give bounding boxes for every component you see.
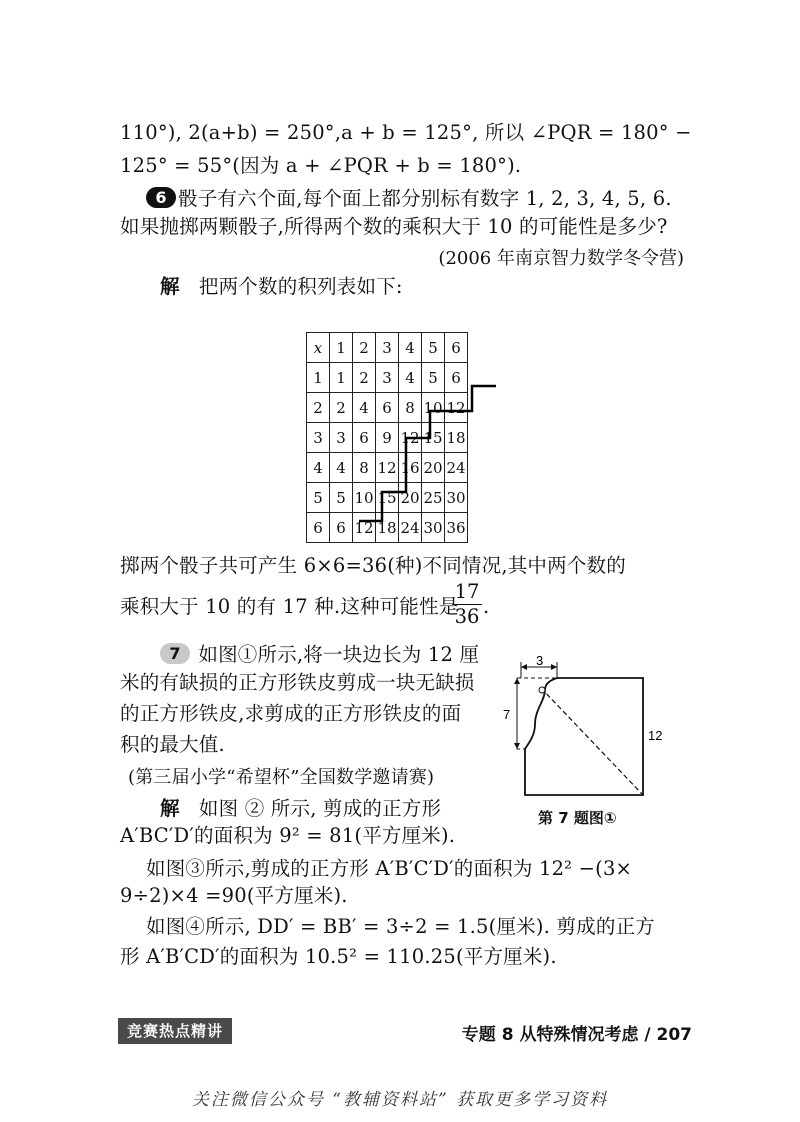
problem-7-badge: 7: [160, 643, 190, 664]
table-cell: 2: [353, 333, 376, 363]
text-line-2: 125° = 55°(因为 a + ∠PQR + b = 180°).: [120, 154, 522, 177]
table-cell: 2: [330, 393, 353, 423]
table-cell: 3: [330, 423, 353, 453]
problem-6-badge: 6: [146, 187, 176, 208]
problem-7-source: (第三届小学“希望杯”全国数学邀请赛): [128, 767, 435, 788]
table-cell: 36: [445, 513, 468, 543]
table-row: [307, 453, 468, 483]
text-line-1: 110°), 2(a+b) = 250°,a + b = 125°, 所以 ∠PQR = 180° −: [120, 121, 692, 144]
table-cell: 5: [422, 333, 445, 363]
table-cell: 4: [353, 393, 376, 423]
problem-7-line-3: 的正方形铁皮,求剪成的正方形铁皮的面: [120, 702, 462, 725]
solution-7-text: 如图 ② 所示, 剪成的正方形: [198, 797, 442, 820]
probability-fraction: [452, 580, 482, 629]
right-dimension-label: 12: [648, 728, 663, 743]
table-cell: 3: [376, 363, 399, 393]
table-cell: 18: [376, 513, 399, 543]
footer-series-badge: 竞赛热点精讲: [118, 1018, 232, 1044]
table-cell: 1: [330, 363, 353, 393]
table-cell: 9: [376, 423, 399, 453]
table-row: [307, 363, 468, 393]
table-cell: 4: [307, 453, 330, 483]
table-row: [307, 393, 468, 423]
table-cell: 5: [422, 363, 445, 393]
solution-7-line-5: 如图④所示, DD′ = BB′ = 3÷2 = 1.5(厘米). 剪成的正方: [146, 915, 655, 938]
problem-7-line-4: 积的最大值.: [120, 733, 225, 756]
table-row: [307, 423, 468, 453]
table-cell: 6: [445, 333, 468, 363]
table-cell: 5: [307, 483, 330, 513]
solution-6-text: 把两个数的积列表如下:: [198, 275, 403, 298]
solution-6-line: [160, 274, 403, 300]
problem-6-line-2: 如果抛掷两颗骰子,所得两个数的乘积大于 10 的可能性是多少?: [120, 215, 668, 238]
footer-chapter-page: 专题 8 从特殊情况考虑 / 207: [461, 1025, 692, 1045]
table-cell: 6: [376, 393, 399, 423]
table-cell: 12: [445, 393, 468, 423]
table-cell: 5: [330, 483, 353, 513]
table-cell: 10: [353, 483, 376, 513]
corner-point: [539, 687, 545, 693]
after-table-line-2: 乘积大于 10 的有 17 种.这种可能性是: [120, 595, 459, 618]
table-header-row: [307, 333, 468, 363]
left-dimension-label: 7: [503, 707, 511, 722]
problem-7-line-1: [160, 642, 479, 668]
table-cell: 18: [445, 423, 468, 453]
table-row: [307, 513, 468, 543]
table-cell: 6: [307, 513, 330, 543]
problem-7-text: 如图①所示,将一块边长为 12 厘: [198, 643, 480, 666]
table-cell: 3: [376, 333, 399, 363]
solution-7-line-4: 9÷2)×4 =90(平方厘米).: [120, 884, 348, 907]
solution-7-label: 解: [160, 797, 180, 820]
product-table: [306, 332, 468, 543]
table-cell: 12: [353, 513, 376, 543]
table-cell: 8: [399, 393, 422, 423]
problem-6-text: 骰子有六个面,每个面上都分别标有数字 1, 2, 3, 4, 5, 6.: [178, 187, 672, 210]
solution-7-line-3: 如图③所示,剪成的正方形 A′B′C′D′的面积为 12² −(3×: [146, 857, 633, 880]
table-cell: 4: [330, 453, 353, 483]
table-cell: 16: [399, 453, 422, 483]
table-cell: 4: [399, 333, 422, 363]
table-cell: 24: [445, 453, 468, 483]
table-cell: 10: [422, 393, 445, 423]
table-cell: 2: [307, 393, 330, 423]
figure-1: [495, 650, 695, 800]
problem-7-line-2: 米的有缺损的正方形铁皮剪成一块无缺损: [120, 671, 475, 694]
table-cell: 15: [376, 483, 399, 513]
table-cell: 6: [353, 423, 376, 453]
table-cell: 30: [422, 513, 445, 543]
table-cell: 30: [445, 483, 468, 513]
table-cell: x: [307, 333, 330, 363]
after-table-line-1: 掷两个骰子共可产生 6×6=36(种)不同情况,其中两个数的: [120, 554, 626, 577]
problem-6-source: (2006 年南京智力数学冬令营): [438, 248, 684, 269]
solution-7-line-1: [160, 796, 441, 822]
table-cell: 20: [422, 453, 445, 483]
solution-label: 解: [160, 275, 180, 298]
fraction-denominator: 36: [454, 605, 480, 628]
fraction-period: .: [483, 595, 490, 618]
table-cell: 1: [307, 363, 330, 393]
problem-6-line-1: [146, 186, 672, 212]
table-cell: 24: [399, 513, 422, 543]
table-cell: 3: [307, 423, 330, 453]
table-row: [307, 483, 468, 513]
table-cell: 12: [399, 423, 422, 453]
table-cell: 6: [445, 363, 468, 393]
table-cell: 6: [330, 513, 353, 543]
solution-7-line-6: 形 A′B′CD′的面积为 10.5² = 110.25(平方厘米).: [120, 945, 557, 968]
figure-1-caption: 第 7 题图①: [538, 809, 617, 827]
table-cell: 20: [399, 483, 422, 513]
table-cell: 4: [399, 363, 422, 393]
fraction-numerator: 17: [452, 580, 482, 605]
table-cell: 15: [422, 423, 445, 453]
damaged-square-outline: [525, 678, 643, 795]
top-dimension-label: 3: [536, 653, 544, 668]
bottom-promo-note: 关注微信公众号 “教辅资料站” 获取更多学习资料: [191, 1090, 609, 1110]
solution-7-line-2: A′BC′D′的面积为 9² = 81(平方厘米).: [120, 824, 456, 847]
diagonal-dashed-line: [541, 688, 643, 795]
table-cell: 1: [330, 333, 353, 363]
table-cell: 2: [353, 363, 376, 393]
table-cell: 12: [376, 453, 399, 483]
table-cell: 25: [422, 483, 445, 513]
table-cell: 8: [353, 453, 376, 483]
